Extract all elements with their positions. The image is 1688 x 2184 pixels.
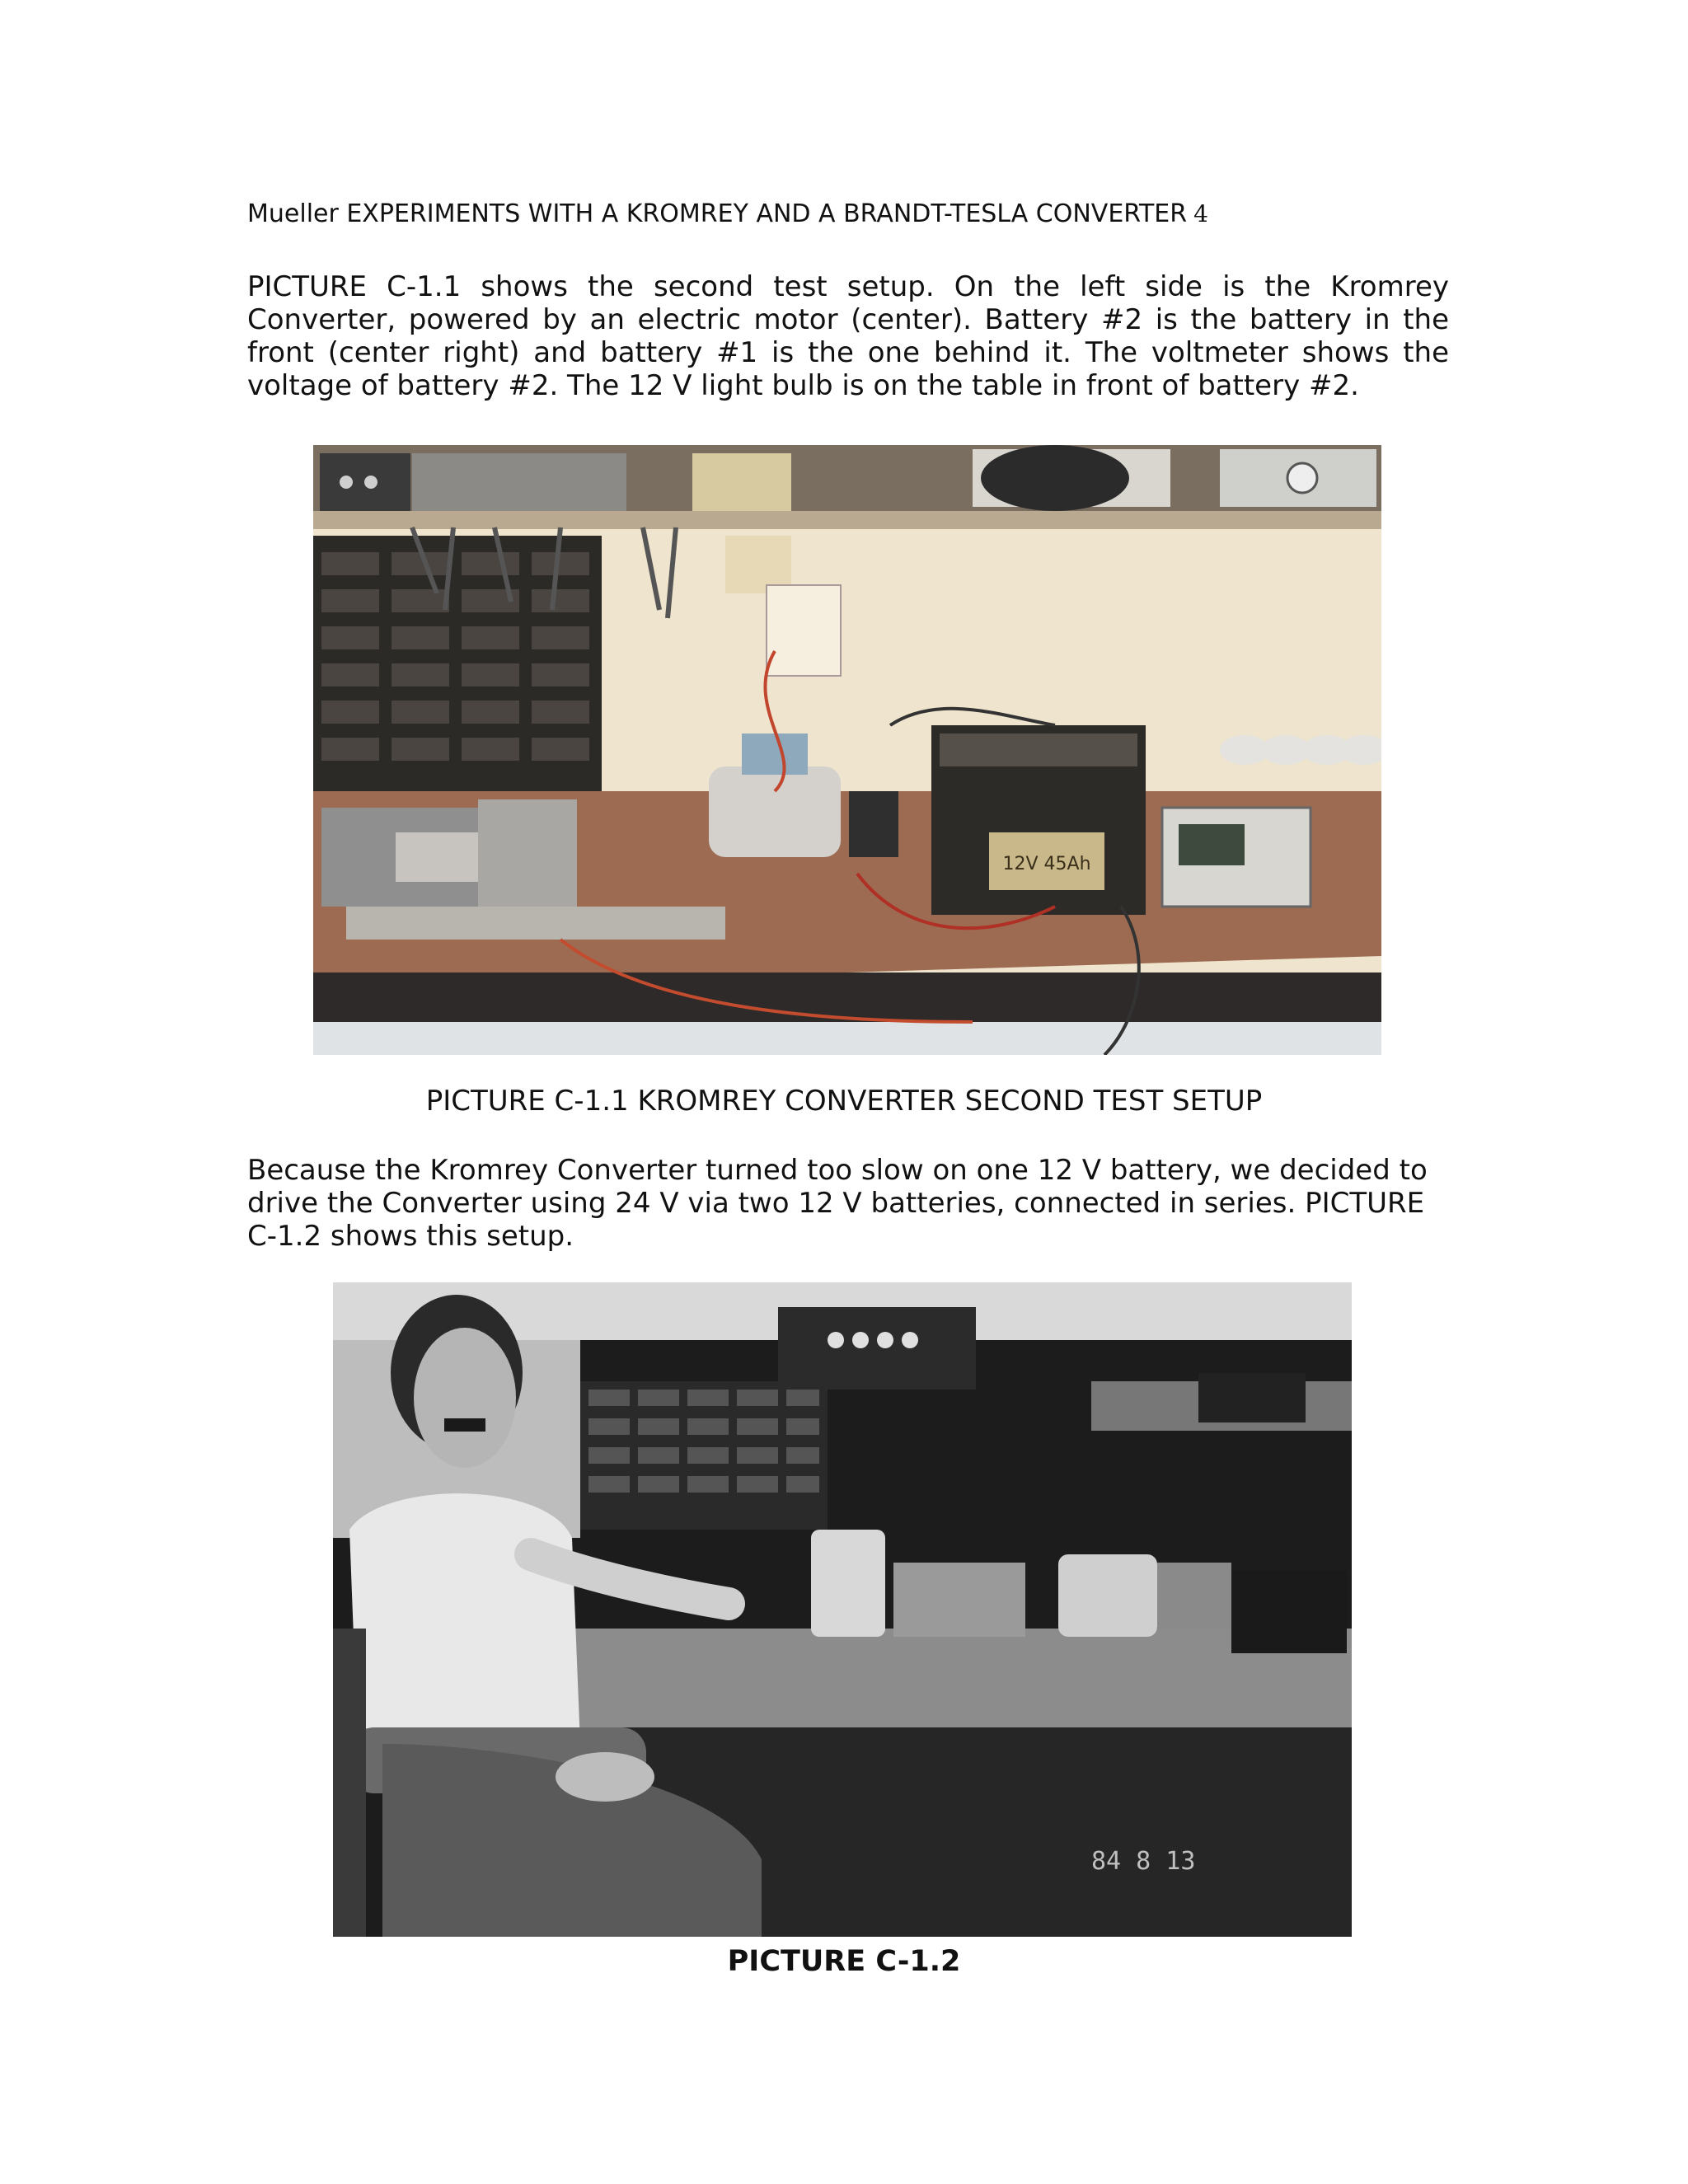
photo-date-stamp: 84 8 13 xyxy=(1091,1847,1196,1876)
figure-caption-2: PICTURE C-1.2 xyxy=(727,1945,961,1978)
photo-1-illustration xyxy=(313,445,1381,1055)
photo-kromrey-24v-setup xyxy=(333,1282,1352,1937)
body-paragraph-2: Because the Kromrey Converter turned too slow on one 12 V battery, we decided to drive the Converter using 24 V via two 12 V batteries, connected in series. PICTURE C-1.2 shows this setup. xyxy=(247,1154,1428,1253)
figure-caption-1: PICTURE C-1.1 KROMREY CONVERTER SECOND TEST SETUP xyxy=(425,1085,1263,1118)
running-header xyxy=(247,198,1451,231)
page-number: 4 xyxy=(1193,200,1208,227)
photo-kromrey-second-test-setup xyxy=(313,445,1381,1055)
photo-2-illustration xyxy=(333,1282,1352,1937)
body-paragraph-1: PICTURE C-1.1 shows the second test setup. On the left side is the Kromrey Converter, powered by an electric motor (center). Battery #2 is the battery in the front (center right) and battery #1 is the one behind it. The voltmeter shows the voltage of battery #2. The 12 V light bulb is on the table in front of battery #2. xyxy=(247,270,1449,402)
running-title: Mueller EXPERIMENTS WITH A KROMREY AND A BRANDT-TESLA CONVERTER xyxy=(247,199,1188,228)
battery-label: 12V 45Ah xyxy=(1002,854,1091,874)
